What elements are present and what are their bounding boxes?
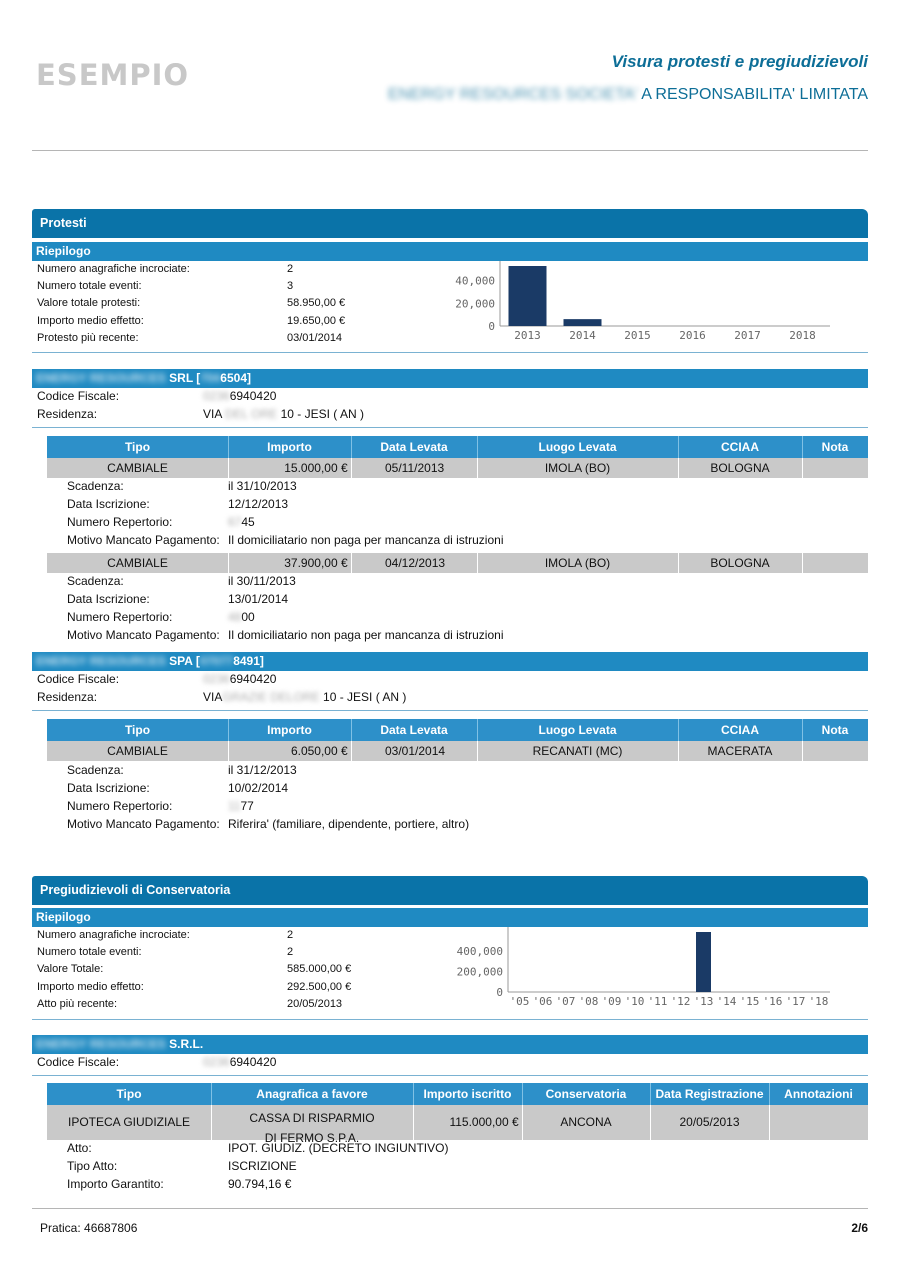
cell-tipo: CAMBIALE [107,461,168,475]
repertorio-visible: 00 [241,610,255,624]
protesti-table-header [47,719,868,741]
table-row [47,458,868,478]
x-tick-label: 2018 [789,329,816,342]
repertorio-redacted: 48 [228,610,242,624]
detail-label: Data Iscrizione: [67,497,150,511]
x-tick-label: '10 [624,995,645,1008]
x-tick-label: '06 [532,995,553,1008]
cf-visible: 6940420 [229,389,277,403]
x-tick-label: '16 [762,995,783,1008]
repertorio-redacted: 11 [228,799,241,813]
detail-value [228,515,255,529]
detail-value: 13/01/2014 [228,592,289,606]
cell-data: 05/11/2013 [385,461,445,475]
pregiudizievoli-section-title: Pregiudizievoli di Conservatoria [32,876,868,905]
document-title: Visura protesti e pregiudizievoli [611,52,868,71]
divider [32,427,868,428]
cell-cciaa: BOLOGNA [710,556,770,570]
importo-text: 15.000,00 € [284,461,348,475]
x-tick-label: '05 [509,995,530,1008]
entity-2-header [32,652,868,671]
col-importo: Importo [267,723,312,737]
cell-conservatoria: ANCONA [560,1115,612,1129]
importo-text: 6.050,00 € [290,744,348,758]
pregiudizievoli-table-header [47,1083,868,1105]
y-tick-label: 0 [496,986,503,999]
col-conservatoria: Conservatoria [545,1087,627,1101]
col-cciaa: CCIAA [721,440,759,454]
detail-label: Data Iscrizione: [67,781,150,795]
bar-2014 [564,319,602,326]
y-tick-label: 400,000 [456,944,503,958]
cf-label: Codice Fiscale: [37,1055,120,1069]
table-row [47,741,868,761]
res-suffix: 10 - JESI ( AN ) [277,407,364,421]
detail-value: Riferira' (familiare, dipendente, portiere, altro) [228,817,470,831]
detail-value: Il domiciliatario non paga per mancanza di istruzioni [228,628,504,642]
protesti-riepilogo-title: Riepilogo [32,242,868,261]
cell-importo [413,1105,522,1140]
anagrafica-line-1: CASSA DI RISPARMIO [249,1111,375,1125]
summary-label: Importo medio effetto: [37,315,144,327]
residenza-value [203,690,406,704]
cell-importo [228,553,351,573]
cell-luogo: IMOLA (BO) [544,556,611,570]
summary-value: 292.500,00 € [287,981,352,993]
pregiudizievoli-riepilogo-title: Riepilogo [32,908,868,927]
bar-2013 [509,266,547,326]
page-number: 2/6 [851,1221,868,1235]
res-prefix: VIA [203,690,223,704]
detail-value [228,610,255,624]
detail-label: Numero Repertorio: [67,799,173,813]
col-data-levata: Data Levata [380,723,448,737]
entity-2-name-suffix: SPA [ [165,654,200,668]
summary-label: Valore totale protesti: [37,297,141,309]
residenza-label: Residenza: [37,407,98,421]
x-tick-label: 2016 [679,329,706,342]
col-nota: Nota [821,723,849,737]
detail-value: il 31/12/2013 [228,763,297,777]
summary-value: 03/01/2014 [287,332,343,344]
summary-value: 20/05/2013 [287,998,343,1010]
col-importo: Importo [267,440,312,454]
x-tick-label: '18 [808,995,829,1008]
cf-label: Codice Fiscale: [37,389,120,403]
x-tick-label: 2014 [569,329,596,342]
importo-text: 37.900,00 € [284,556,348,570]
cf-redacted: 0236 [203,1055,230,1069]
watermark: ESEMPIO [36,58,190,92]
detail-label: Numero Repertorio: [67,515,173,529]
detail-label: Scadenza: [67,763,124,777]
summary-label: Numero anagrafiche incrociate: [37,263,190,275]
cf-value [203,672,276,686]
detail-label: Motivo Mancato Pagamento: [67,817,220,831]
entity-1-header [32,369,868,388]
cell-data: 04/12/2013 [385,556,446,570]
table-row [47,1105,868,1145]
cell-importo [228,741,351,761]
divider [32,1019,868,1020]
table-row [47,553,868,573]
summary-label: Atto più recente: [37,998,118,1010]
detail-label: Importo Garantito: [67,1177,164,1191]
detail-value: 10/02/2014 [228,781,289,795]
summary-value: 3 [287,280,294,292]
col-tipo: Tipo [124,440,151,454]
col-importo-iscritto: Importo iscritto [423,1087,512,1101]
detail-value: IPOT. GIUDIZ. (DECRETO INGIUNTIVO) [228,1141,449,1155]
col-nota: Nota [821,440,849,454]
detail-value: il 30/11/2013 [228,574,296,588]
cell-cciaa: MACERATA [707,744,773,758]
footer-divider [32,1208,868,1209]
y-tick-label: 20,000 [455,297,495,311]
divider [32,1075,868,1076]
pratica-number: Pratica: 46687806 [40,1221,138,1235]
divider [32,710,868,711]
detail-value: ISCRIZIONE [228,1159,297,1173]
summary-value: 585.000,00 € [287,963,352,975]
col-tipo: Tipo [116,1087,142,1101]
cf-label: Codice Fiscale: [37,672,120,686]
x-tick-label: '15 [739,995,760,1008]
summary-value: 2 [287,946,294,958]
x-tick-label: '11 [647,995,668,1008]
anagrafica-line-2: DI FERMO S.P.A. [264,1131,360,1145]
col-cciaa: CCIAA [721,723,759,737]
entity-2-id-suffix: 8491] [233,654,264,668]
detail-label: Atto: [67,1141,92,1155]
col-luogo-levata: Luogo Levata [538,440,617,454]
entity-3-header [32,1035,868,1054]
summary-label: Numero anagrafiche incrociate: [37,929,190,941]
cf-value [203,1055,276,1069]
cell-tipo: CAMBIALE [107,556,168,570]
detail-label: Data Iscrizione: [67,592,150,606]
header-divider [32,150,868,151]
detail-label: Numero Repertorio: [67,610,173,624]
cell-tipo: IPOTECA GIUDIZIALE [67,1115,191,1129]
protesti-chart [440,258,840,348]
col-tipo: Tipo [124,723,151,737]
summary-value: 19.650,00 € [287,315,346,327]
cf-redacted: 0236 [203,672,230,686]
x-tick-label: 2017 [734,329,761,342]
residenza-value [203,407,364,421]
protesti-section-title: Protesti [32,209,868,238]
divider [32,352,868,353]
summary-value: 58.950,00 € [287,297,346,309]
res-redacted: DEL ORE [221,407,278,421]
company-name [388,86,868,104]
entity-1-id-redacted: 704 [200,371,221,385]
cell-importo [228,458,351,478]
x-tick-label: 2015 [624,329,651,342]
x-tick-label: '07 [555,995,576,1008]
cell-cciaa: BOLOGNA [710,461,770,475]
pregiudizievoli-chart [440,924,840,1014]
repertorio-visible: 45 [241,515,255,529]
summary-label: Numero totale eventi: [37,946,142,958]
x-tick-label: '17 [785,995,806,1008]
cf-value [203,389,276,403]
x-tick-label: 2013 [514,329,541,342]
y-tick-label: 40,000 [455,274,495,288]
detail-label: Tipo Atto: [67,1159,118,1173]
cell-data: 20/05/2013 [679,1115,740,1129]
cell-luogo: RECANATI (MC) [532,744,623,758]
res-redacted: GRAZIE DELORE [222,690,320,704]
cf-visible: 6940420 [229,1055,277,1069]
detail-label: Motivo Mancato Pagamento: [67,628,220,642]
summary-value: 2 [287,263,294,275]
detail-label: Scadenza: [67,479,124,493]
cf-visible: 6940420 [229,672,277,686]
entity-3-name-redacted: ENERGY RESOURCES [36,1037,166,1051]
residenza-label: Residenza: [37,690,98,704]
col-luogo-levata: Luogo Levata [538,723,617,737]
x-tick-label: '09 [601,995,622,1008]
protesti-table-header [47,436,868,458]
x-tick-label: '14 [716,995,737,1008]
entity-1-name-redacted: ENERGY RESOURCES [36,371,166,385]
x-tick-label: '13 [693,995,714,1008]
detail-label: Motivo Mancato Pagamento: [67,533,220,547]
company-name-visible: A RESPONSABILITA' LIMITATA [637,86,868,103]
detail-value: il 31/10/2013 [228,479,297,493]
col-annotazioni: Annotazioni [784,1087,853,1101]
res-suffix: 10 - JESI ( AN ) [319,690,407,704]
summary-label: Numero totale eventi: [37,280,142,292]
cell-tipo: CAMBIALE [107,744,168,758]
importo-text: 115.000,00 € [449,1115,519,1129]
col-data-registrazione: Data Registrazione [655,1087,764,1101]
x-tick-label: '08 [578,995,599,1008]
detail-value: 12/12/2013 [228,497,289,511]
bar-13 [696,932,711,992]
col-anagrafica: Anagrafica a favore [256,1087,368,1101]
cf-redacted: 0236 [203,389,230,403]
res-prefix: VIA [203,407,222,421]
y-tick-label: 200,000 [456,965,503,979]
summary-label: Valore Totale: [37,963,104,975]
entity-1-name-suffix: SRL [ [165,371,201,385]
repertorio-redacted: 67 [228,515,242,529]
repertorio-visible: 77 [240,799,254,813]
entity-2-name-redacted: ENERGY RESOURCES [36,654,166,668]
entity-3-name-suffix: S.R.L. [165,1037,204,1051]
col-data-levata: Data Levata [380,440,448,454]
cell-data: 03/01/2014 [385,744,446,758]
detail-value: Il domiciliatario non paga per mancanza di istruzioni [228,533,504,547]
entity-2-id-redacted: 07077 [199,654,234,668]
y-tick-label: 0 [488,320,495,333]
entity-1-id-suffix: 6504] [220,371,251,385]
detail-value: 90.794,16 € [228,1177,292,1191]
x-tick-label: '12 [670,995,691,1008]
summary-label: Importo medio effetto: [37,981,144,993]
company-name-redacted: ENERGY RESOURCES SOCIETA' [388,86,638,103]
summary-value: 2 [287,929,294,941]
cell-luogo: IMOLA (BO) [544,461,611,475]
detail-label: Scadenza: [67,574,124,588]
detail-value [228,799,254,813]
summary-label: Protesto più recente: [37,332,139,344]
